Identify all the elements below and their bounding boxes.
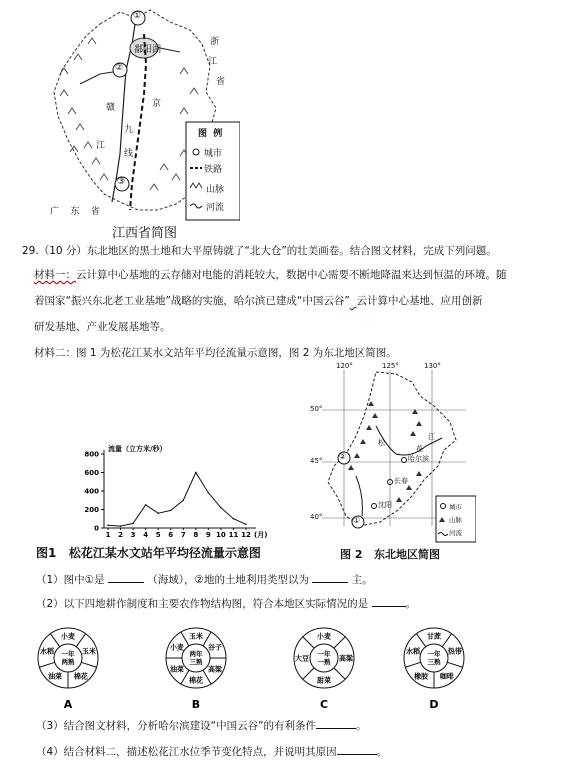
material-1-text-1: 云计算中心基地的云存储对电能的消耗较大，数据中心需要不断地降温来达到恒温的环境。随 (76, 269, 507, 281)
fig2-marker-2: ② (339, 452, 347, 461)
map-label-guangdong: 广 东 省 (50, 207, 100, 217)
wheel-sector-label: 水稻 (406, 647, 421, 656)
legend-item-rail: 铁路 (204, 165, 223, 175)
sq3-blank[interactable] (316, 718, 356, 729)
wheel-sector-label: 小麦 (317, 632, 331, 641)
sub-question-4 (36, 744, 387, 759)
wheel-sector-label: 水稻 (40, 647, 55, 656)
wheel-sector-label: 咖啡 (439, 672, 454, 681)
wheel-center-label: 一年 (317, 650, 331, 658)
wheel-sector-label: 油菜 (169, 665, 184, 674)
sq3-part-a: （3）结合图文材料，分析哈尔滨建设“中国云谷”的有利条件 (36, 720, 317, 732)
sub-question-1 (36, 572, 373, 587)
legend-item-city: 城市 (204, 149, 223, 159)
wheel-sector-label: 高粱 (208, 665, 223, 674)
runoff-point (233, 518, 235, 520)
sub-question-2 (36, 596, 416, 611)
runoff-point (208, 492, 210, 494)
wheel-center-label: 三熟 (189, 658, 203, 666)
map-label-jiang: 江 (208, 57, 218, 67)
wheel-sector-label: 谷子 (208, 643, 223, 652)
x-tick-label: 2 (118, 531, 123, 539)
map-label-zhe: 浙 (210, 37, 220, 47)
fig2-caption: 图 2 东北地区简图 (340, 548, 440, 561)
map-label-lake: 鄱阳湖 (134, 45, 162, 55)
material-1-text-2b: 云计算中心基地、应用创新 (356, 295, 483, 307)
x-tick-label: 6 (168, 531, 174, 539)
wheels-svg (0, 612, 588, 724)
fig2-liao-river (356, 476, 362, 516)
wheel-diagrams (0, 612, 588, 724)
map-marker-1: ① (133, 11, 142, 21)
city-shenyang (372, 504, 377, 509)
wheel-sector-label: 小麦 (61, 632, 75, 641)
wheel-sector-label: 高粱 (339, 654, 353, 663)
legend-item-mountain: 山脉 (206, 185, 225, 195)
wheel-option-letter: C (319, 698, 329, 711)
wheel-option-letter: D (429, 698, 439, 711)
x-tick-label: 1 (105, 531, 111, 539)
runoff-point (107, 524, 109, 526)
x-tick-label: 7 (180, 531, 186, 539)
sq1-part-b: （海域），②地的土地利用类型以为 (147, 574, 309, 586)
material-1-text-2a: 着国家“振兴东北老工业基地”战略的实施，哈尔滨已建成“中国云谷” (34, 295, 350, 307)
material-2: 材料二：图 1 为松花江某水文站年平均径流量示意图，图 2 为东北地区简图。 (34, 347, 397, 359)
wheel-sector-label: 甘蔗 (427, 632, 441, 641)
y-tick-label: 200 (84, 506, 99, 514)
fig2-lon-125: 125° (382, 362, 399, 370)
map-label-jiang2: 江 (96, 141, 106, 151)
wheel-b (166, 628, 226, 711)
map-label-jing: 京 (152, 99, 162, 109)
y-tick-label: 800 (84, 450, 99, 459)
sq2-part-b: 。 (405, 598, 417, 610)
x-tick-label: 11 (228, 531, 239, 539)
fig2-river-song: 松 (378, 439, 385, 447)
fig1-ylabel: 流量（立方米/秒） (108, 445, 167, 453)
wheel-sector-label: 热带 (447, 647, 462, 656)
sq1-part-a: （1）图中①是 (36, 574, 105, 586)
y-tick-label: 400 (84, 487, 99, 496)
wheel-center-label: 一年 (427, 650, 441, 658)
fig2-city-changchun: 长春 (394, 477, 408, 485)
wheel-sector-label: 玉米 (81, 647, 96, 656)
material-1-label: 材料一： (34, 269, 76, 281)
map-label-xian: 线 (124, 149, 134, 159)
x-tick-label: 12 (241, 531, 251, 539)
sq2-part-a: （2）以下四地耕作制度和主要农作物结构图，符合本地区实际情况的是 (36, 598, 369, 610)
jiangxi-map (40, 4, 240, 236)
wheel-center-label: 两年 (189, 650, 203, 658)
legend-title: 图 例 (198, 129, 223, 139)
x-tick-label: 9 (205, 531, 211, 539)
material-1-gap: ​ (349, 295, 357, 307)
wheel-center-label: 一年 (61, 650, 75, 658)
sq4-part-a: （4）结合材料二，描述松花江水位季节变化特点，并说明其原因 (36, 746, 337, 758)
runoff-point (170, 510, 172, 512)
runoff-point (120, 525, 122, 527)
wheel-sector-label: 油菜 (48, 672, 63, 681)
jiangxi-map-title: 江西省简图 (112, 226, 178, 241)
material-1-line-1 (34, 268, 507, 282)
runoff-point (145, 504, 147, 506)
fig1-caption: 图1 松花江某水文站年平均径流量示意图 (36, 546, 261, 560)
fig2-lat-50: 50° (310, 405, 323, 413)
runoff-chart-svg (60, 440, 280, 550)
sq1-part-c: 主。 (351, 574, 373, 586)
y-tick-label: 0 (94, 524, 99, 533)
x-unit-label: (月) (254, 531, 268, 539)
sq4-blank[interactable] (337, 744, 377, 755)
runoff-point (157, 512, 159, 514)
x-tick-label: 8 (193, 531, 199, 539)
wheel-sector-label: 玉米 (189, 632, 203, 641)
sq1-blank-1[interactable] (108, 572, 144, 583)
fig2-marker-1: ① (353, 516, 361, 525)
wheel-sector-label: 甜菜 (317, 676, 331, 685)
runoff-point (132, 523, 134, 525)
fig2-map (310, 362, 476, 544)
fig2-lat-40: 40° (310, 513, 323, 521)
fig2-city-shenyang: 沈阳 (378, 501, 392, 509)
sq2-blank[interactable] (372, 596, 406, 607)
map-marker-3: ③ (117, 177, 126, 187)
map-label-jiu: 九 (124, 125, 134, 135)
wheel-center-label: 三熟 (427, 658, 441, 666)
wheel-a (38, 628, 98, 711)
sq4-part-b: 。 (376, 746, 388, 758)
runoff-point (195, 472, 197, 474)
map-label-gan: 赣 (106, 103, 116, 113)
fig2-lon-130: 130° (424, 362, 441, 370)
x-tick-label: 3 (130, 531, 136, 539)
fig2-river-hua: 花 (416, 445, 423, 453)
wheel-sector-label: 小麦 (169, 643, 184, 652)
wheel-sector-label: 橡胶 (414, 672, 429, 681)
wheel-sector-label: 棉花 (189, 676, 203, 685)
wheel-option-letter: B (191, 698, 201, 711)
sq1-blank-2[interactable] (312, 572, 348, 583)
wheel-sector-label: 大豆 (295, 654, 309, 663)
fig1-chart (60, 440, 280, 550)
fig2-legend-city-label: 城市 (449, 503, 462, 511)
map-marker-2: ② (115, 63, 124, 73)
sub-question-3 (36, 718, 367, 733)
wheel-c (294, 628, 354, 711)
wheel-sector-label: 棉花 (73, 672, 88, 681)
wheel-center-label: 一熟 (317, 658, 331, 666)
wheel-d (404, 628, 464, 711)
question-header: 29.（10 分）东北地区的黑土地和大平原铸就了“北大仓”的壮美画卷。结合图文材料，完成下列问题。 (22, 245, 497, 257)
runoff-series-line (108, 473, 246, 527)
wheel-option-letter: A (63, 698, 73, 711)
runoff-point (182, 499, 184, 501)
wheel-center-label: 两熟 (61, 658, 75, 666)
x-tick-label: 5 (155, 531, 161, 539)
x-tick-label: 4 (143, 531, 149, 539)
material-1-line-3: 研发基地、产业发展基地等。 (34, 321, 171, 333)
fig2-city-harbin: 哈尔滨 (408, 455, 429, 463)
sq3-part-b: 。 (356, 720, 367, 732)
x-tick-label: 10 (216, 531, 226, 539)
fig2-lat-45: 45° (310, 457, 323, 465)
mountain-symbols (60, 38, 198, 190)
material-1-line-2 (34, 294, 482, 308)
map-label-sheng: 省 (216, 77, 226, 87)
legend-item-river: 河流 (206, 203, 225, 213)
fig2-lon-120: 120° (336, 362, 353, 370)
runoff-point (245, 524, 247, 526)
fig2-legend-mountain-label: 山脉 (449, 516, 462, 524)
runoff-point (220, 507, 222, 509)
fig2-legend-river-label: 河流 (449, 529, 462, 537)
fig2-river-jiang: 江 (428, 433, 435, 441)
y-tick-label: 600 (84, 469, 99, 477)
